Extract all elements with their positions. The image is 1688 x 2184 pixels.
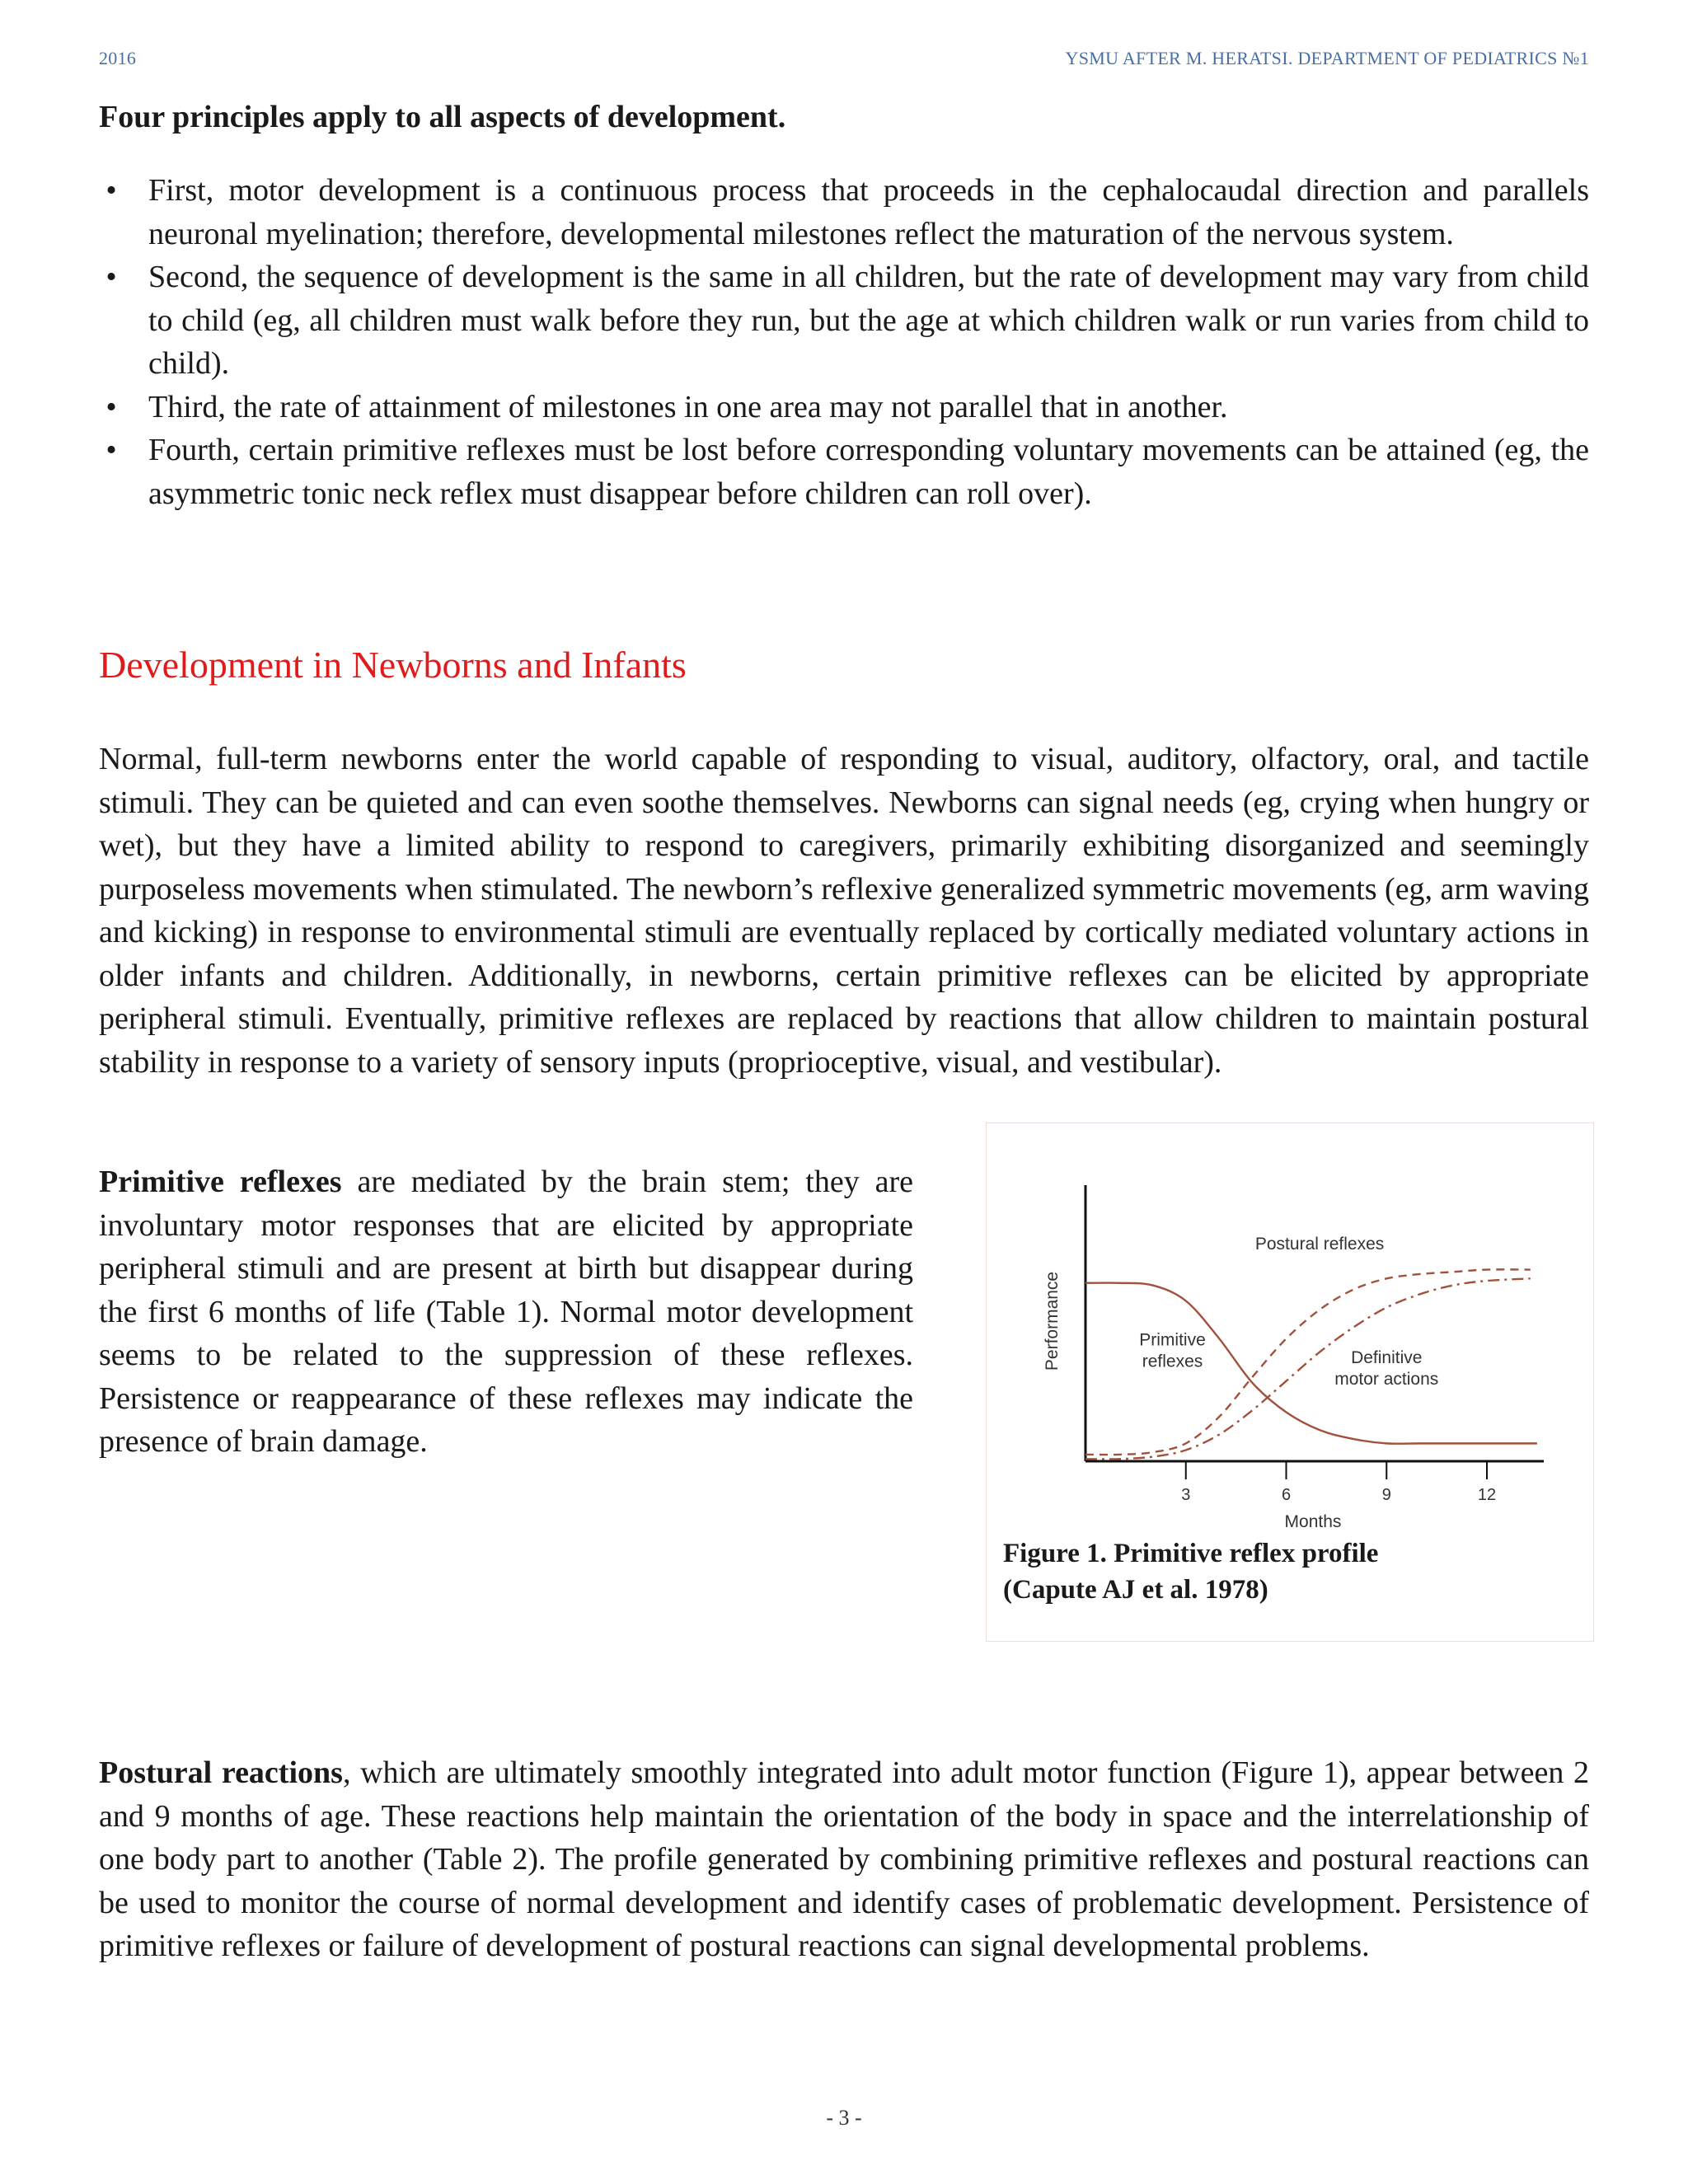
reflex-profile-chart	[987, 1123, 1595, 1535]
list-item	[99, 255, 1589, 386]
series-label-postural-reflexes: Postural reflexes	[1254, 1235, 1385, 1254]
x-tick-label: 3	[1181, 1486, 1191, 1504]
principles-list	[99, 169, 1589, 515]
series-label-definitive-motor-actions: Definitive	[1351, 1348, 1423, 1368]
series-label-primitive-reflexes: Primitive	[1139, 1330, 1206, 1350]
y-axis-label: Performance	[1043, 1271, 1062, 1371]
list-item-text: First, motor development is a continuous process that proceeds in the cephalocaudal direction and parallels neuronal myelination; therefore, developmental milestones reflect the maturation of the nervous system.	[148, 173, 1589, 251]
figure-caption-source: (Capute AJ et al. 1978)	[1003, 1575, 1268, 1605]
newborns-paragraph: Normal, full-term newborns enter the world capable of responding to visual, auditory, olfactory, oral, and tactile stimuli. They can be quieted and can even soothe themselves. Newborns can signal needs (eg, crying when hungry or wet), but they have a limited ability to respond to caregivers, primarily exhibiting disorganized and seemingly purposeless movements when stimulated. The newborn’s reflexive generalized symmetric movements (eg, arm waving and kicking) in response to environmental stimuli are eventually replaced by cortically mediated voluntary actions in older infants and children. Additionally, in newborns, certain primitive reflexes can be elicited by appropriate peripheral stimuli. Eventually, primitive reflexes are replaced by reactions that allow children to maintain postural stability in response to a variety of sensory inputs (proprioceptive, visual, and vestibular).	[99, 742, 1590, 1080]
figure-1	[986, 1122, 1594, 1642]
x-axis-label: Months	[1284, 1512, 1342, 1531]
list-item-text: Second, the sequence of development is the same in all children, but the rate of development may vary from child to child (eg, all children must walk before they run, but the age at which children walk or run varies from child to child).	[148, 260, 1589, 381]
primitive-reflexes-text: are mediated by the brain stem; they are involuntary motor responses that are elicited by appropriate peripheral stimuli and are present at birth but disappear during the first 6 months of life (Table 1). Normal motor development seems to be related to the suppression of these reflexes. Persistence or reappearance of these reflexes may indicate the presence of brain damage.	[99, 1165, 913, 1459]
list-item	[99, 169, 1589, 255]
page-number: - 3 -	[826, 2106, 862, 2130]
list-item	[99, 386, 1589, 429]
bullet-icon: •	[106, 389, 117, 424]
x-tick-label: 6	[1281, 1486, 1292, 1504]
x-tick-label: 12	[1477, 1486, 1497, 1504]
bullet-icon: •	[106, 173, 117, 208]
postural-reactions-text: , which are ultimately smoothly integrated into adult motor function (Figure 1), appear between 2 and 9 months of age. These reactions help maintain the orientation of the body in space and the interrelationship of one body part to another (Table 2). The profile generated by combining primitive reflexes and postural reactions can be used to monitor the course of normal development and identify cases of problematic development. Persistence of primitive reflexes or failure of development of postural reactions can signal developmental problems.	[99, 1755, 1589, 1963]
primitive-reflexes-term: Primitive reflexes	[99, 1165, 342, 1199]
section-title: Development in Newborns and Infants	[99, 644, 687, 686]
series-label-definitive-motor-actions: motor actions	[1334, 1370, 1439, 1390]
list-item-text: Fourth, certain primitive reflexes must be lost before corresponding voluntary movements can be attained (eg, the asymmetric tonic neck reflex must disappear before children can roll over).	[148, 433, 1589, 511]
bullet-icon: •	[106, 260, 117, 294]
figure-caption-title: Figure 1. Primitive reflex profile	[1003, 1539, 1379, 1568]
series-label-primitive-reflexes: reflexes	[1142, 1352, 1203, 1371]
postural-reactions-paragraph	[99, 1751, 1589, 1968]
list-item-text: Third, the rate of attainment of milestones in one area may not parallel that in another.	[148, 389, 1228, 424]
list-item	[99, 429, 1589, 515]
page-header	[99, 48, 1589, 69]
figure-caption	[1003, 1535, 1378, 1608]
postural-reactions-term: Postural reactions	[99, 1755, 343, 1790]
bullet-icon: •	[106, 433, 117, 467]
header-institution: YSMU AFTER M. HERATSI. DEPARTMENT OF PEDIATRICS №1	[1065, 48, 1589, 68]
x-tick-label: 9	[1381, 1486, 1391, 1504]
primitive-reflexes-paragraph	[99, 1160, 913, 1464]
intro-heading: Four principles apply to all aspects of development.	[99, 100, 786, 134]
header-year: 2016	[99, 48, 137, 68]
